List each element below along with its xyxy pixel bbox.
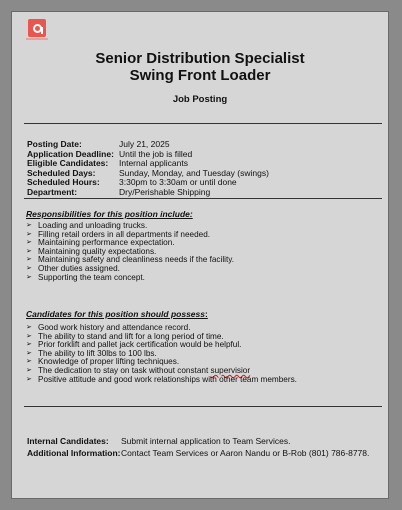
qualifications-list: [26, 324, 297, 384]
qualifications-heading: Candidates for this position should possess:: [26, 309, 208, 319]
list-item: ➢ Good work history and attendance record.: [26, 323, 191, 332]
detail-row: Eligible Candidates: Internal applicants: [27, 158, 188, 168]
responsibilities-heading: Responsibilities for this position include:: [26, 209, 193, 219]
detail-row: Scheduled Hours: 3:30pm to 3:30am or until done: [27, 177, 237, 187]
list-item: ➢ Supporting the team concept.: [26, 272, 145, 282]
detail-row: Application Deadline: Until the job is filled: [27, 148, 193, 159]
list-item: ➢ The ability to lift 30lbs to 100 lbs.: [26, 348, 157, 358]
list-item: ➢ Loading and unloading trucks.: [26, 221, 148, 230]
divider-middle: [24, 198, 382, 199]
divider-top: [24, 123, 382, 124]
footer-row: Additional Information: Contact Team Services or Aaron Nandu or B-Rob (801) 786-8778.: [27, 448, 370, 458]
arrow-bullet-icon: ➢: [26, 358, 32, 366]
footer-info: [27, 435, 369, 459]
detail-row: Department: Dry/Perishable Shipping: [27, 186, 211, 197]
list-item: ➢ The dedication to stay on task without constant supervisior: [26, 365, 251, 375]
posting-details: [27, 140, 269, 197]
arrow-bullet-icon: ➢: [26, 230, 32, 238]
arrow-bullet-icon: ➢: [26, 375, 32, 383]
arrow-bullet-icon: ➢: [26, 222, 32, 229]
list-item: ➢ Prior forklift and pallet jack certification would be helpful.: [26, 340, 242, 350]
arrow-bullet-icon: ➢: [26, 256, 32, 264]
misspelled-word: supervisior: [210, 365, 251, 375]
detail-row: Scheduled Days: Sunday, Monday, and Tuesday (swings): [27, 167, 269, 178]
responsibilities-list: [26, 222, 234, 282]
arrow-bullet-icon: ➢: [26, 332, 32, 340]
list-item: ➢ Maintaining safety and cleanliness needs if the facility.: [26, 255, 235, 265]
list-item: ➢ Knowledge of proper lifting techniques.: [26, 357, 180, 367]
list-item: ➢ The ability to stand and lift for a long period of time.: [26, 331, 224, 341]
list-item: ➢ Maintaining quality expectations.: [26, 246, 157, 256]
list-item: ➢ Filling retail orders in all departments if needed.: [26, 229, 211, 239]
list-item: ➢ Positive attitude and good work relationships with other team members.: [26, 374, 297, 384]
job-title: Senior Distribution Specialist: [95, 50, 305, 67]
arrow-bullet-icon: ➢: [26, 349, 32, 357]
list-item: ➢ Maintaining performance expectation.: [26, 238, 175, 248]
arrow-bullet-icon: ➢: [26, 264, 32, 272]
job-subtitle: Swing Front Loader: [129, 67, 271, 84]
company-logo-icon: [28, 19, 46, 37]
list-item: ➢ Other duties assigned.: [26, 263, 120, 273]
arrow-bullet-icon: ➢: [26, 247, 32, 255]
arrow-bullet-icon: ➢: [26, 366, 32, 374]
arrow-bullet-icon: ➢: [26, 273, 32, 281]
arrow-bullet-icon: ➢: [26, 239, 32, 247]
footer-row: Internal Candidates: Submit internal application to Team Services.: [27, 436, 291, 446]
posting-label: Job Posting: [172, 94, 228, 105]
divider-bottom: [24, 406, 382, 407]
logo-tagline-mark: [26, 38, 48, 40]
document-page: [12, 12, 388, 498]
arrow-bullet-icon: ➢: [26, 341, 32, 349]
arrow-bullet-icon: ➢: [26, 324, 32, 331]
detail-row: Posting Date: July 21, 2025: [27, 139, 170, 149]
